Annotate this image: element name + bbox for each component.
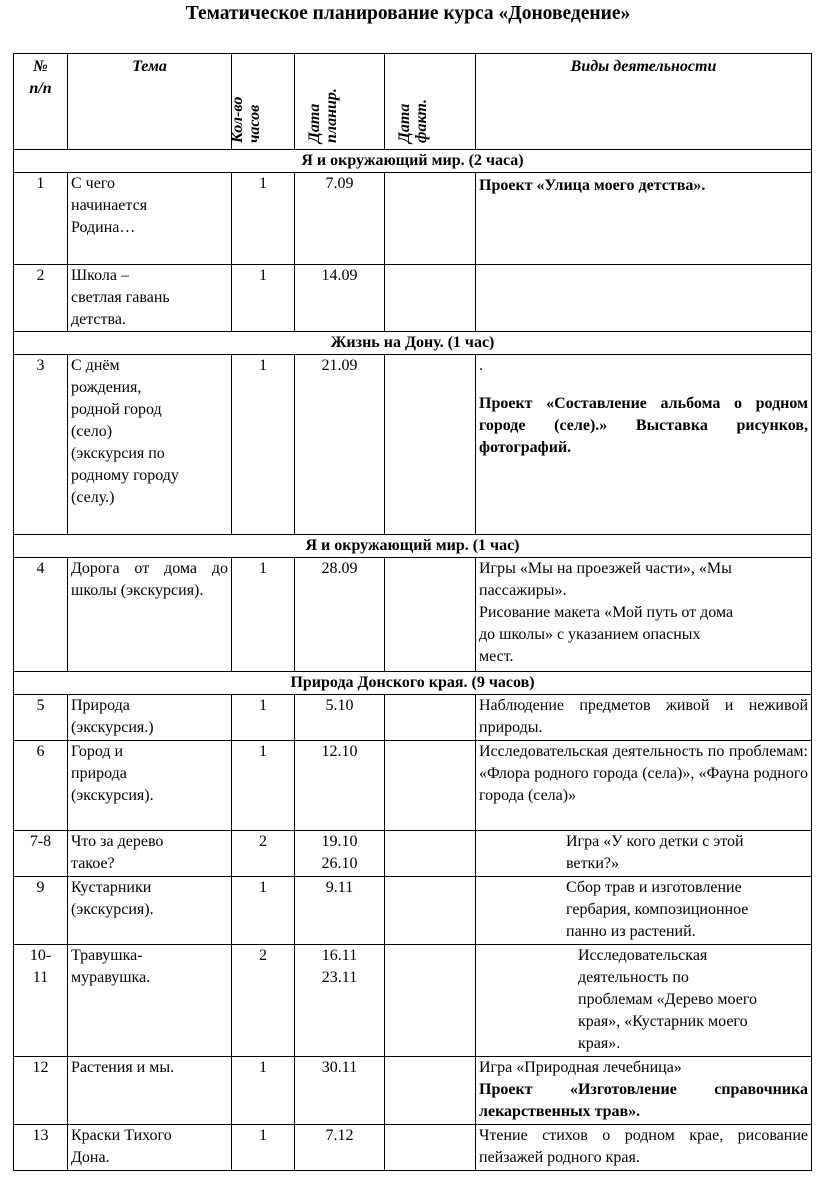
- row-activity: [476, 1057, 812, 1125]
- row-hours: 1: [232, 741, 295, 831]
- row-topic: Краски Тихого Дона.: [68, 1125, 232, 1171]
- row-activity: Чтение стихов о родном крае, рисование пейзажей родного края.: [476, 1125, 812, 1171]
- table-row: [14, 695, 812, 741]
- row-num: 4: [14, 558, 68, 672]
- header-topic: Тема: [68, 54, 232, 150]
- row-date-fact: [385, 1057, 476, 1125]
- row-date-plan: 21.09: [295, 355, 385, 535]
- section-row: [14, 672, 812, 695]
- row-date-fact: [385, 1125, 476, 1171]
- row-num: 3: [14, 355, 68, 535]
- table-row: [14, 173, 812, 265]
- activity-project: Проект «Изготовление справочника лекарственных трав».: [479, 1081, 808, 1120]
- table-row: [14, 558, 812, 672]
- row-hours: 2: [232, 831, 295, 877]
- section-row: [14, 332, 812, 355]
- table-row: [14, 265, 812, 332]
- row-hours: 1: [232, 877, 295, 945]
- table-row: [14, 1125, 812, 1171]
- activity-project: Проект «Составление альбома о родном городе (селе).» Выставка рисунков, фотографий.: [479, 395, 808, 456]
- row-topic: Кустарники (экскурсия).: [68, 877, 232, 945]
- row-activity: Сбор трав и изготовление гербария, композиционное панно из растений.: [476, 877, 812, 945]
- row-date-plan: 19.10 26.10: [295, 831, 385, 877]
- row-date-fact: [385, 695, 476, 741]
- row-hours: 1: [232, 173, 295, 265]
- row-activity: Наблюдение предметов живой и неживой природы.: [476, 695, 812, 741]
- row-num: 7-8: [14, 831, 68, 877]
- table-row: [14, 877, 812, 945]
- row-date-plan: 28.09: [295, 558, 385, 672]
- row-num: 12: [14, 1057, 68, 1125]
- row-num: 10- 11: [14, 945, 68, 1057]
- row-hours: 1: [232, 1057, 295, 1125]
- header-row: [14, 54, 812, 150]
- planning-table: [13, 53, 812, 1171]
- row-hours: 1: [232, 695, 295, 741]
- row-date-plan: 12.10: [295, 741, 385, 831]
- row-topic: С чего начинается Родина…: [68, 173, 232, 265]
- row-num: 5: [14, 695, 68, 741]
- row-hours: 2: [232, 945, 295, 1057]
- page-title: Тематическое планирование курса «Доноведение»: [185, 3, 631, 24]
- row-hours: 1: [232, 265, 295, 332]
- row-date-fact: [385, 741, 476, 831]
- row-activity: Исследовательская деятельность по проблемам: «Флора родного города (села)», «Фауна родного города (села)»: [476, 741, 812, 831]
- row-hours: 1: [232, 1125, 295, 1171]
- row-activity: [476, 355, 812, 535]
- row-date-plan: 30.11: [295, 1057, 385, 1125]
- row-hours: 1: [232, 558, 295, 672]
- row-date-fact: [385, 355, 476, 535]
- header-activities: Виды деятельности: [476, 54, 812, 150]
- row-num: 1: [14, 173, 68, 265]
- header-date-fact-label: Дата факт.: [396, 99, 430, 143]
- section-row: [14, 535, 812, 558]
- row-date-plan: 7.09: [295, 173, 385, 265]
- row-date-plan: 7.12: [295, 1125, 385, 1171]
- section-title: Природа Донского края. (9 часов): [14, 672, 812, 695]
- row-topic: С днём рождения, родной город (село) (экскурсия по родному городу (селу.): [68, 355, 232, 535]
- header-hours: [229, 54, 295, 150]
- row-topic: Растения и мы.: [68, 1057, 232, 1125]
- row-topic: Что за дерево такое?: [68, 831, 232, 877]
- table-row: [14, 741, 812, 831]
- row-date-plan: 16.11 23.11: [295, 945, 385, 1057]
- row-num: 13: [14, 1125, 68, 1171]
- row-topic: Природа (экскурсия.): [68, 695, 232, 741]
- row-activity: Исследовательская деятельность по проблемам «Дерево моего края», «Кустарник моего края».: [476, 945, 812, 1057]
- row-activity: [476, 265, 812, 332]
- activity-game: Игра «Природная лечебница»: [479, 1059, 682, 1076]
- row-num: 9: [14, 877, 68, 945]
- row-activity: Проект «Улица моего детства».: [476, 173, 812, 265]
- table-row: [14, 1057, 812, 1125]
- table-row: [14, 355, 812, 535]
- row-date-plan: 5.10: [295, 695, 385, 741]
- header-date-fact: [385, 54, 476, 150]
- row-topic: Травушка- муравушка.: [68, 945, 232, 1057]
- header-hours-label: Кол-во часов: [229, 96, 263, 143]
- header-date-plan: [295, 54, 385, 150]
- section-title: Я и окружающий мир. (1 час): [14, 535, 812, 558]
- row-date-fact: [385, 831, 476, 877]
- section-title: Жизнь на Дону. (1 час): [14, 332, 812, 355]
- activity-dot: .: [479, 357, 483, 374]
- header-date-plan-label: Дата планир.: [305, 88, 340, 143]
- row-topic: Город и природа (экскурсия).: [68, 741, 232, 831]
- row-date-plan: 9.11: [295, 877, 385, 945]
- row-num: 2: [14, 265, 68, 332]
- row-date-fact: [385, 877, 476, 945]
- row-date-fact: [385, 945, 476, 1057]
- row-activity: Игры «Мы на проезжей части», «Мы пассажиры». Рисование макета «Мой путь от дома до школы» с указанием опасных мест.: [476, 558, 812, 672]
- row-hours: 1: [232, 355, 295, 535]
- row-topic: Дорога от дома до школы (экскурсия).: [68, 558, 232, 672]
- section-title: Я и окружающий мир. (2 часа): [14, 150, 812, 173]
- header-num: № п/п: [14, 54, 68, 150]
- row-activity: Игра «У кого детки с этой ветки?»: [476, 831, 812, 877]
- row-topic: Школа – светлая гавань детства.: [68, 265, 232, 332]
- row-date-fact: [385, 173, 476, 265]
- row-date-fact: [385, 265, 476, 332]
- table-row: [14, 831, 812, 877]
- section-row: [14, 150, 812, 173]
- row-date-plan: 14.09: [295, 265, 385, 332]
- table-row: [14, 945, 812, 1057]
- row-date-fact: [385, 558, 476, 672]
- row-num: 6: [14, 741, 68, 831]
